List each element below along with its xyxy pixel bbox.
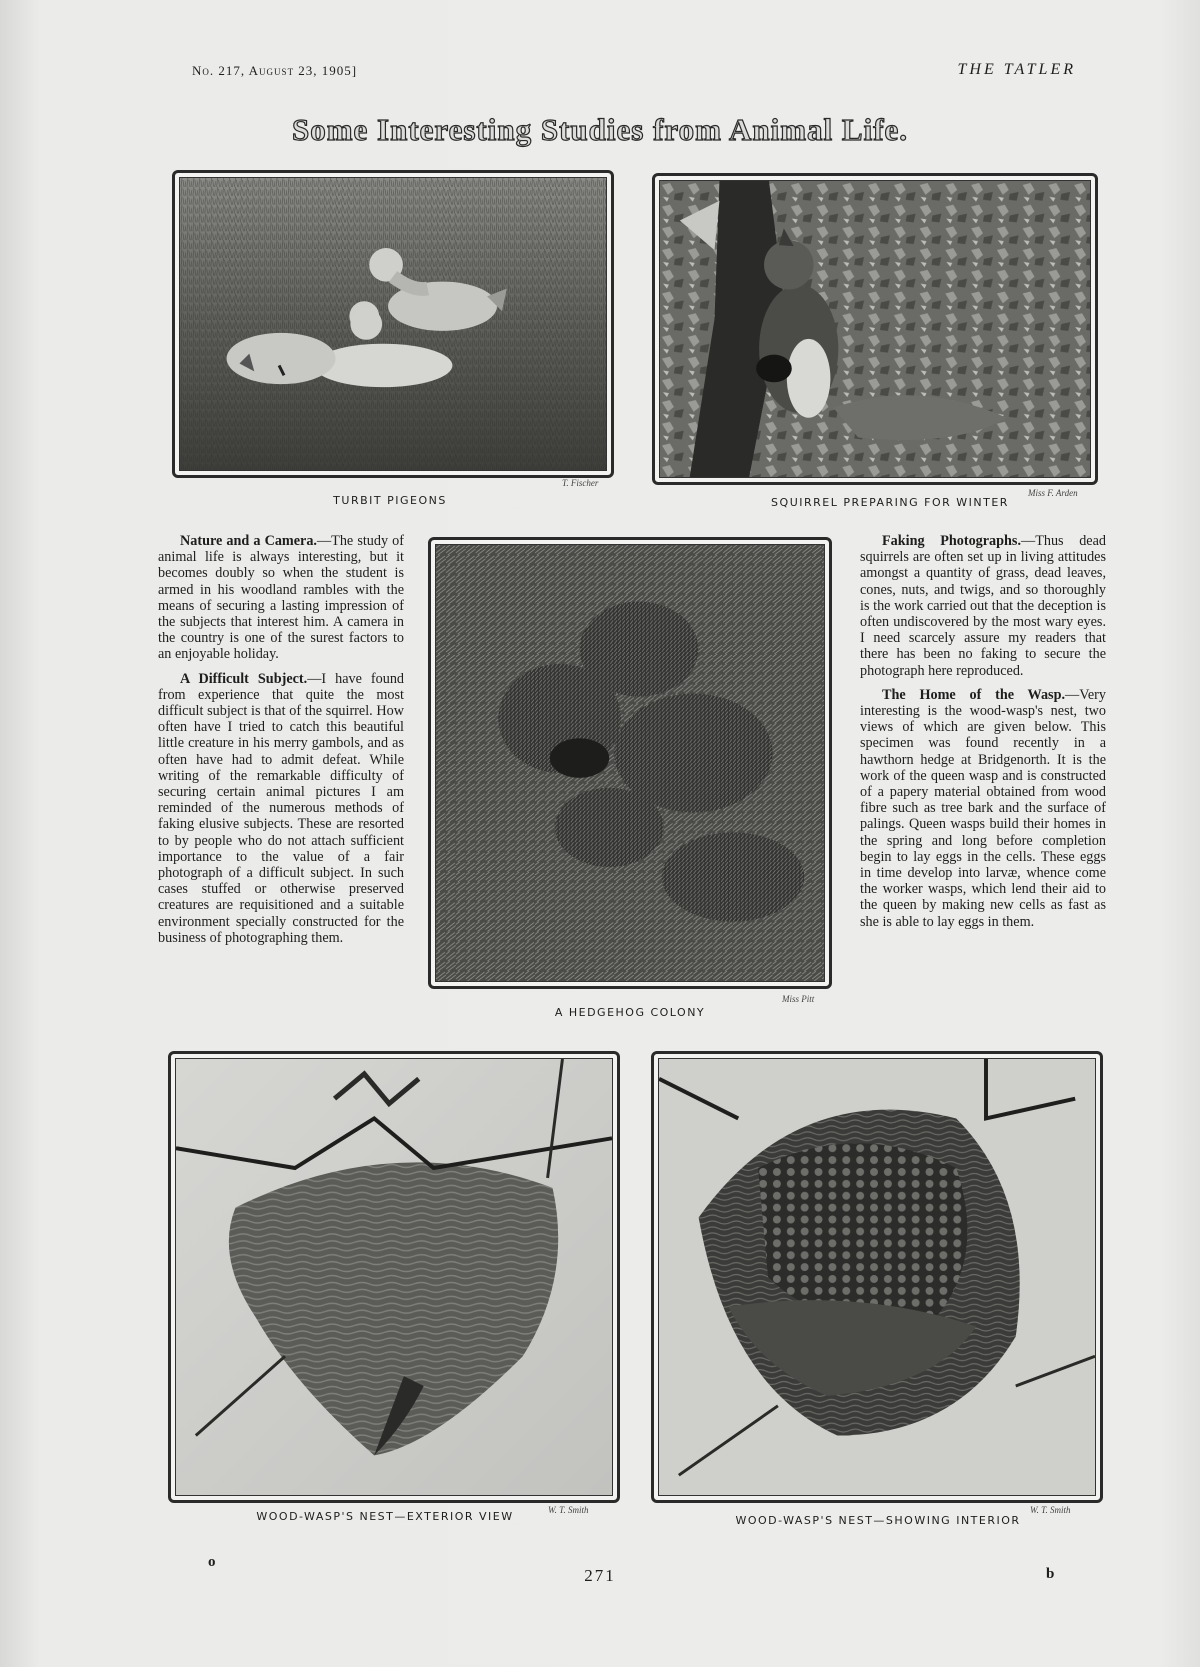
nest-exterior-illustration [176, 1059, 612, 1495]
article-paragraph [860, 687, 1106, 930]
squirrel-photo [652, 173, 1098, 485]
right-column [860, 533, 1106, 938]
squirrel-illustration [660, 181, 1090, 477]
hedgehog-caption: A HEDGEHOG COLONY [554, 1006, 706, 1019]
left-column [158, 533, 404, 954]
footer-mark-right: b [1046, 1566, 1055, 1582]
paragraph-heading: Nature and a Camera. [180, 533, 317, 549]
paragraph-text: —I have found from experience that quite the most difficult subject is that of the squirrel. How often have I tried to catch this beautiful little creature in his merry gambols, and as often have had to admit defeat. While writing of the remarkable difficulty of securing certain animal pictures I am reminded of the numerous methods of faking elusive subjects. These are resorted to by people who do not attach sufficient importance to the value of a fair photograph of a difficult subject. In such cases stuffed or otherwise preserved creatures are requisitioned and a suitable environment specially constructed for the business of photographing them. [158, 670, 405, 946]
nest-interior-illustration [659, 1059, 1095, 1495]
paragraph-heading: The Home of the Wasp. [882, 686, 1066, 703]
hedgehog-illustration [436, 545, 824, 981]
paragraph-heading: Faking Photographs. [882, 533, 1022, 549]
nest-exterior-caption: WOOD-WASP'S NEST—EXTERIOR VIEW [256, 1510, 514, 1523]
pigeons-caption: TURBIT PIGEONS [333, 494, 447, 507]
hedgehog-photo [428, 537, 832, 989]
nest-interior-caption: WOOD-WASP'S NEST—SHOWING INTERIOR [735, 1514, 1021, 1527]
squirrel-credit: Miss F. Arden [1028, 488, 1078, 498]
nest-exterior-photo [168, 1051, 620, 1503]
paragraph-text: —Very interesting is the wood-wasp's nest, two views of which are given below. This specimen was found recently in a hawthorn hedge at Bridgenorth. It is the work of the queen wasp and is constructed of a papery material obtained from wood fibre such as tree bark and the surface of palings. Queen wasps build their homes in the spring and long before completion begin to lay eggs in the cells. These eggs in time develop into larvæ, whence come the worker wasps, which lend their aid to the queen by making new cells as fast as she is able to lay eggs in them. [860, 686, 1106, 930]
paragraph-text: —The study of animal life is always interesting, but it becomes doubly so when the student is armed in his woodland rambles with the means of securing a lasting impression of the subjects that interest him. A camera in the country is one of the surest factors to an enjoyable holiday. [158, 533, 405, 663]
magazine-name: THE TATLER [957, 61, 1076, 78]
nest-exterior-credit: W. T. Smith [548, 1505, 589, 1515]
pigeons-credit: T. Fischer [562, 478, 599, 488]
article-paragraph [158, 533, 404, 663]
page-title: Some Interesting Studies from Animal Life. [291, 112, 909, 147]
article-paragraph [860, 533, 1106, 679]
hedgehog-credit: Miss Pitt [782, 994, 815, 1004]
paragraph-heading: A Difficult Subject. [180, 670, 308, 687]
page-number: 271 [584, 1566, 616, 1585]
paragraph-text: —Thus dead squirrels are often set up in living attitudes amongst a quantity of grass, dead leaves, cones, nuts, and twigs, and so thoroughly is the work carried out that the deception is often undiscovered by the most wary eyes. I need scarcely assure my readers that there has been no faking to secure the photograph here reproduced. [860, 533, 1106, 679]
pigeons-illustration [180, 178, 606, 470]
article-paragraph [158, 671, 404, 946]
footer-mark-left: o [208, 1554, 216, 1570]
nest-interior-photo [651, 1051, 1103, 1503]
squirrel-caption: SQUIRREL PREPARING FOR WINTER [771, 496, 1009, 509]
nest-interior-credit: W. T. Smith [1030, 1505, 1071, 1515]
pigeons-photo [172, 170, 614, 478]
issue-line: No. 217, August 23, 1905] [192, 63, 358, 78]
